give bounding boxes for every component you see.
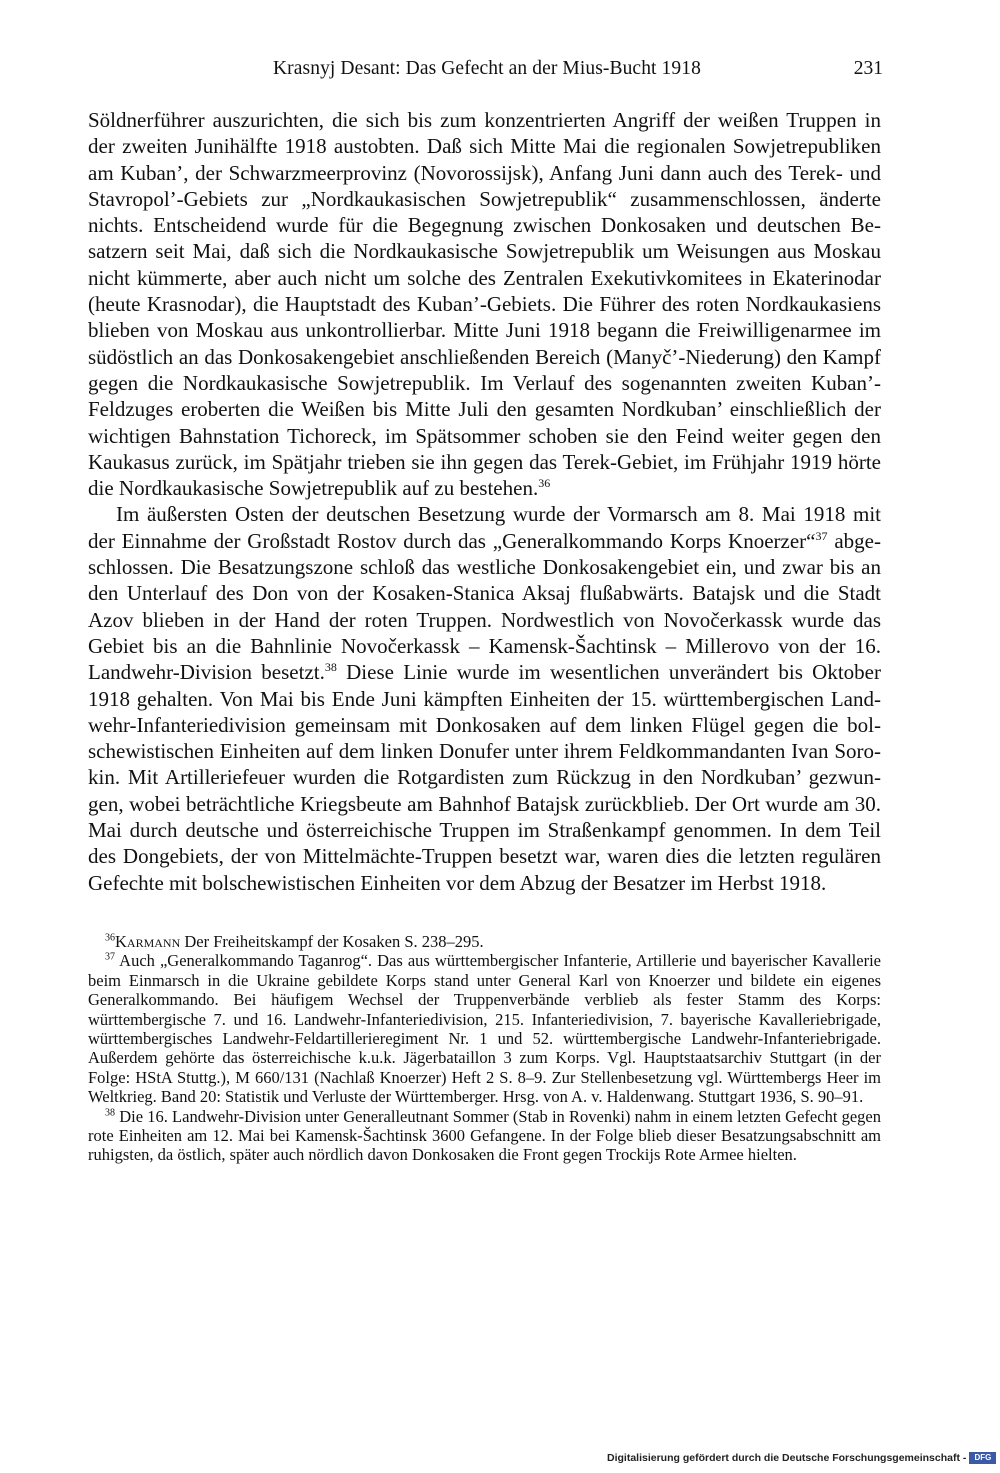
body-text xyxy=(88,107,881,896)
footnote-36 xyxy=(88,932,881,951)
footnote-author: Karmann xyxy=(115,932,181,951)
footnotes xyxy=(88,932,881,1165)
footnote-number: 37 xyxy=(105,951,115,963)
dfg-logo-icon: DFG xyxy=(969,1452,996,1464)
footnote-38 xyxy=(88,1107,881,1165)
footnote-text: Der Freiheitskampf der Kosaken S. 238–295. xyxy=(180,932,484,951)
footnote-37 xyxy=(88,951,881,1106)
paragraph-1-text: Söldnerführer auszurichten, die sich bis zum konzentrierten Angriff der weißen Truppen in der zweiten Junihälfte 1918 austobten. Daß sich Mitte Mai die regionalen Sowjetrepubliken am Kuban’, der Schwarzmeerprovinz (Novorossijsk), Anfang Juni dann auch des Terek- und Stavropol’-Gebiets zur „Nordkaukasischen Sowjetrepublik“ zusammenschlossen, änderte nichts. Entscheidend wurde für die Begegnung zwischen Donkosaken und deutschen Besatzern seit Mai, daß sich die Nordkaukasische Sowjetrepublik um Weisungen aus Moskau nicht kümmerte, aber auch nicht um solche des Zentralen Exekutivkomitees in Ekaterinodar (heute Krasnodar), die Hauptstadt des Kuban’-Gebiets. Die Führer des roten Nordkaukasiens blieben von Moskau aus unkontrollierbar. Mitte Juni 1918 begann die Freiwilligenarmee im südöstlich an das Donkosakengebiet anschließenden Bereich (Manyč’-Niederung) den Kampf gegen die Nordkaukasische Sowjetrepublik. Im Verlauf des sogenannten zweiten Kuban’-Feldzuges eroberten die Weißen bis Mitte Juli den gesamten Nordkuban’ einschließlich der wichtigen Bahnstation Tichoreck, im Spätsommer schoben sie den Feind weiter gegen den Kaukasus zurück, im Spätjahr trieben sie ihn gegen das Terek-Gebiet, im Frühjahr 1919 hörte die Nordkaukasische Sowjetrepublik auf zu bestehen. xyxy=(88,108,881,501)
running-header xyxy=(88,58,883,90)
paragraph-2 xyxy=(88,501,881,895)
credit-text: Digitalisierung gefördert durch die Deutsche Forschungsgemeinschaft - xyxy=(607,1452,967,1464)
paragraph-1 xyxy=(88,107,881,501)
page-number: 231 xyxy=(853,58,883,79)
footnote-ref-36: 36 xyxy=(538,476,551,491)
running-title: Krasnyj Desant: Das Gefecht an der Mius-Bucht 1918 xyxy=(273,58,701,79)
footnote-text: Auch „Generalkommando Taganrog“. Das aus württembergischer Infanterie, Artillerie und bayerischer Kavallerie beim Einmarsch in die Ukraine gebildete Korps stand unter General Karl von Knoerzer und bildete ein eigenes Generalkommando. Bei häufigem Wechsel der Truppenverbände verblieb als fester Stamm des Korps: württembergische 7. und 16. Landwehr-Infanteriedivision, 215. Infanteriedivision, 7. bayerische Kavalleriebrigade, württembergisches Landwehr-Feldartillerieregiment Nr. 1 und 52. württembergische Landwehr-Infanteriebrigade. Außerdem gehörte das österreichische k.u.k. Jägerbataillon 3 zum Korps. Vgl. Hauptstaatsarchiv Stuttgart (in der Folge: HStA Stuttg.), M 660/131 (Nachlaß Knoerzer) Heft 2 S. 8–9. Zur Stellenbesetzung vgl. Württembergs Heer im Weltkrieg. Band 20: Statistik und Verluste der Württemberger. Hrsg. von A. v. Haldenwang. Stuttgart 1936, S. 90–91. xyxy=(88,951,881,1107)
paragraph-2-text-a: Im äußersten Osten der deutschen Besetzung wurde der Vormarsch am 8. Mai 1918 mit der Einnahme der Großstadt Rostov durch das „Generalkommando Korps Knoerzer“ xyxy=(88,502,881,553)
footnote-ref-37: 37 xyxy=(815,528,828,543)
paragraph-2-text-c: Diese Linie wurde im wesentlichen unverändert bis Oktober 1918 gehalten. Von Mai bis Ende Juni kämpften Einheiten der 15. württembergischen Landwehr-Infanteriedivision gemeinsam mit Donkosaken auf dem linken Flügel gegen die bolschewistischen Einheiten auf dem linken Donufer unter ihrem Feldkommandanten Ivan Sorokin. Mit Artilleriefeuer wurden die Rotgardisten zum Rückzug in den Nordkuban’ gezwungen, wobei beträchtliche Kriegsbeute am Bahnhof Batajsk zurückblieb. Der Ort wurde am 30. Mai durch deutsche und österreichische Truppen im Straßenkampf genommen. In dem Teil des Dongebiets, der von Mittelmächte-Truppen besetzt war, waren dies die letzten regulären Gefechte mit bolschewistischen Einheiten vor dem Abzug der Besatzer im Herbst 1918. xyxy=(88,660,881,895)
footnote-text: Die 16. Landwehr-Division unter Generalleutnant Sommer (Stab in Rovenki) nahm in einem letzten Gefecht gegen rote Einheiten am 12. Mai bei Kamensk-Šachtinsk 3600 Gefangene. In der Folge blieb dieser Besatzungsabschnitt am ruhigsten, da östlich, später auch nördlich davon Donkosaken die Front gegen Trockijs Rote Armee hielten. xyxy=(88,1106,881,1165)
footnote-number: 36 xyxy=(105,932,115,944)
digitization-credit xyxy=(607,1452,996,1464)
paragraph-2-text-b: abgeschlossen. Die Besatzungszone schloß das westliche Donkosakengebiet ein, und zwar bis an den Unterlauf des Don von der Kosaken-Stanica Aksaj flußabwärts. Batajsk und die Stadt Azov blieben in der Hand der roten Truppen. Nordwestlich von Novočerkassk wurde das Gebiet bis an die Bahnlinie Novočerkassk – Kamensk-Šachtinsk – Millerovo von der 16. Landwehr-Division besetzt. xyxy=(88,528,881,685)
footnote-number: 38 xyxy=(105,1107,115,1119)
footnote-ref-38: 38 xyxy=(324,660,337,675)
